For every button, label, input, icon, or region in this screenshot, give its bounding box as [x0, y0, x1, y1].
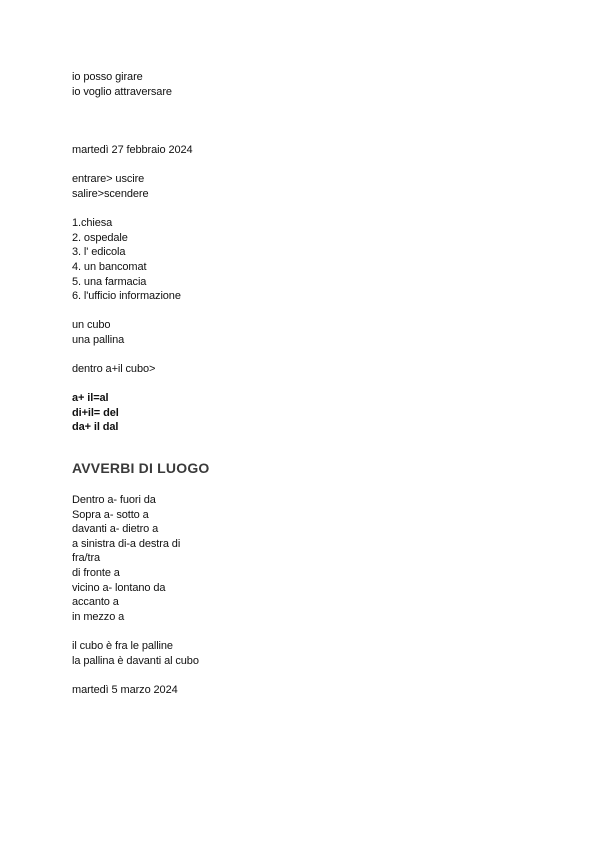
text-line: io voglio attraversare [72, 85, 172, 98]
text-line: io posso girare [72, 71, 143, 83]
objects-block [72, 318, 572, 347]
examples-block [72, 639, 572, 668]
list-item: davanti a- dietro a [72, 523, 159, 536]
verbs-block [72, 172, 572, 201]
prepositions-block [72, 391, 572, 435]
date-line: martedì 5 marzo 2024 [72, 683, 178, 696]
list-item: vicino a- lontano da [72, 581, 166, 594]
text-line: una pallina [72, 333, 125, 346]
list-item: 5. una farmacia [72, 275, 147, 288]
list-item: fra/tra [72, 552, 101, 565]
date-line: martedì 27 febbraio 2024 [72, 144, 193, 157]
text-line: dentro a+il cubo> [72, 363, 156, 376]
list-item: Sopra a- sotto a [72, 508, 149, 521]
list-item: 1.chiesa [72, 217, 113, 230]
list-item: 3. l' edicola [72, 246, 126, 259]
list-item: di fronte a [72, 567, 120, 580]
text-line: entrare> uscire [72, 173, 145, 186]
list-item: 2. ospedale [72, 231, 128, 244]
section-heading: AVVERBI DI LUOGO [72, 460, 210, 477]
text-line: la pallina è davanti al cubo [72, 654, 199, 667]
text-line: salire>scendere [72, 187, 149, 200]
text-line: il cubo è fra le palline [72, 640, 173, 652]
intro-block [72, 70, 572, 99]
list-item: 6. l'ufficio informazione [72, 290, 181, 303]
places-list [72, 216, 572, 304]
bold-line: da+ il dal [72, 421, 119, 434]
list-item: a sinistra di-a destra di [72, 537, 181, 550]
list-item: accanto a [72, 596, 119, 609]
document-page [72, 70, 572, 697]
list-item: 4. un bancomat [72, 260, 147, 273]
list-item: Dentro a- fuori da [72, 494, 156, 507]
bold-line: di+il= del [72, 406, 119, 419]
adverbs-list [72, 493, 572, 624]
text-line: un cubo [72, 319, 111, 332]
bold-line: a+ il=al [72, 392, 109, 405]
list-item: in mezzo a [72, 610, 125, 623]
